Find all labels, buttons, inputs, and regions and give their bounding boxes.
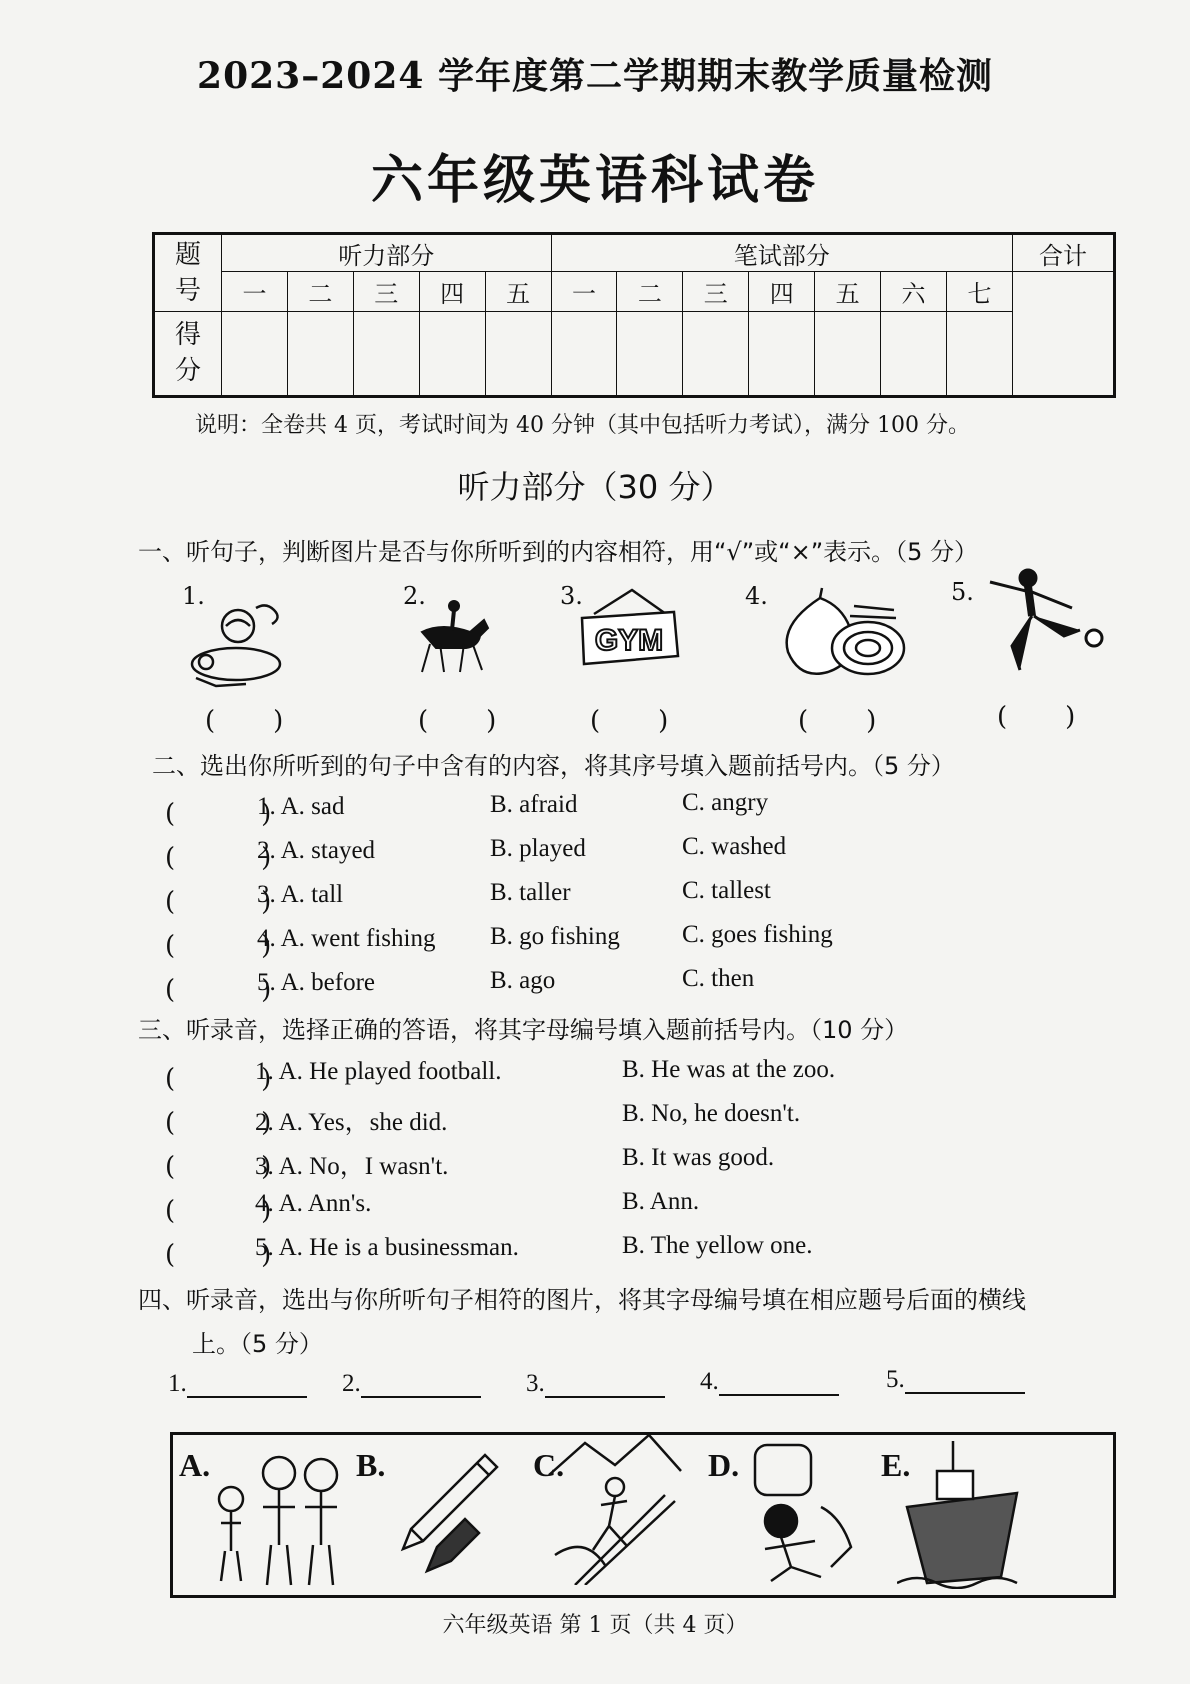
listening-col: 一 — [222, 272, 288, 312]
child-with-backpack-icon — [725, 1437, 865, 1587]
listening-part-header: 听力部分 — [222, 234, 552, 272]
score-cell[interactable] — [485, 312, 551, 397]
gym-sign-text: GYM — [594, 624, 664, 657]
listening-col: 五 — [485, 272, 551, 312]
picture-label: A. — [179, 1447, 211, 1483]
answer-paren[interactable]: ( ) — [590, 706, 671, 736]
blank-item[interactable]: 4. — [700, 1368, 839, 1396]
answer-paren[interactable]: ( ) — [165, 1108, 274, 1138]
score-cell[interactable] — [353, 312, 419, 397]
score-cell[interactable] — [683, 312, 749, 397]
exam-note: 说明：全卷共 4 页，考试时间为 40 分钟（其中包括听力考试），满分 100 分。 — [195, 413, 970, 438]
answer-blank[interactable] — [719, 1372, 839, 1396]
option-b: B. The yellow one. — [622, 1232, 813, 1259]
section1-instruction: 一、听句子，判断图片是否与你所听到的内容相符，用“√”或“×”表示。（5 分） — [138, 538, 979, 566]
answer-blank[interactable] — [361, 1374, 481, 1398]
pic-number: 3. — [560, 582, 583, 610]
blank-item[interactable]: 3. — [526, 1370, 665, 1398]
score-cell[interactable] — [287, 312, 353, 397]
writing-col: 一 — [551, 272, 617, 312]
option-a: 1. A. He played football. — [255, 1058, 502, 1085]
option-b: B. played — [490, 835, 586, 862]
option-b: B. taller — [490, 879, 571, 906]
exam-title-line2: 六年级英语科试卷 — [370, 150, 819, 211]
pic-number: 2. — [403, 582, 426, 610]
pic-number: 1. — [182, 582, 205, 610]
ship-icon — [897, 1437, 1037, 1589]
answer-paren[interactable]: ( ) — [165, 931, 274, 961]
section3-instruction: 三、听录音，选择正确的答语，将其字母编号填入题前括号内。（10 分） — [138, 1016, 909, 1044]
option-b: B. No, he doesn't. — [622, 1100, 801, 1127]
listening-col: 三 — [353, 272, 419, 312]
answer-paren[interactable]: ( ) — [997, 702, 1078, 732]
answer-blank[interactable] — [905, 1370, 1025, 1394]
pic-number: 4. — [745, 582, 768, 610]
answer-paren[interactable]: ( ) — [165, 887, 274, 917]
writing-col: 三 — [683, 272, 749, 312]
score-cell[interactable] — [419, 312, 485, 397]
picture-label: B. — [356, 1447, 386, 1483]
blank-item[interactable]: 1. — [168, 1370, 307, 1398]
writing-col: 二 — [617, 272, 683, 312]
listening-part-heading: 听力部分（30 分） — [457, 468, 733, 506]
astronaut-rocket-icon — [186, 600, 286, 690]
exam-title-line1: 2023–2024 学年度第二学期期末教学质量检测 — [197, 55, 993, 97]
row-label-score: 得分 — [154, 312, 222, 397]
answer-blank[interactable] — [187, 1374, 307, 1398]
page-footer: 六年级英语 第 1 页（共 4 页） — [442, 1613, 748, 1638]
answer-paren[interactable]: ( ) — [165, 1152, 274, 1182]
option-a: 1. A. sad — [257, 793, 345, 820]
option-b: B. afraid — [490, 791, 578, 818]
score-cell[interactable] — [946, 312, 1012, 397]
score-cell[interactable] — [222, 312, 288, 397]
answer-paren[interactable]: ( ) — [418, 706, 499, 736]
option-b: B. go fishing — [490, 923, 620, 950]
answer-paren[interactable]: ( ) — [165, 1064, 274, 1094]
option-c: C. angry — [682, 789, 769, 816]
pencil-icon — [393, 1449, 503, 1579]
onion-icon — [770, 586, 910, 684]
gym-sign-icon — [574, 586, 684, 670]
option-a: 4. A. went fishing — [257, 925, 436, 952]
option-b: B. Ann. — [622, 1188, 700, 1215]
answer-paren[interactable]: ( ) — [798, 706, 879, 736]
answer-blank[interactable] — [545, 1374, 665, 1398]
writing-col: 七 — [946, 272, 1012, 312]
picture-label: C. — [533, 1447, 565, 1483]
option-a: 3. A. No，I wasn't. — [255, 1153, 449, 1180]
total-score-cell[interactable] — [1013, 272, 1115, 397]
horse-rider-icon — [410, 596, 498, 676]
option-b: B. ago — [490, 967, 556, 994]
option-c: C. goes fishing — [682, 921, 833, 948]
section4-instruction-line1: 四、听录音，选出与你所听句子相符的图片，将其字母编号填在相应题号后面的横线 — [138, 1286, 1026, 1314]
pic-number: 5. — [951, 578, 974, 606]
answer-paren[interactable]: ( ) — [205, 706, 286, 736]
picture-choices-box — [170, 1432, 1116, 1598]
writing-part-header: 笔试部分 — [551, 234, 1012, 272]
answer-paren[interactable]: ( ) — [165, 1240, 274, 1270]
total-header: 合计 — [1013, 234, 1115, 272]
writing-col: 四 — [749, 272, 815, 312]
blank-item[interactable]: 2. — [342, 1370, 481, 1398]
answer-paren[interactable]: ( ) — [165, 1196, 274, 1226]
listening-col: 二 — [287, 272, 353, 312]
score-table — [152, 232, 1116, 398]
option-c: C. tallest — [682, 877, 771, 904]
option-a: 2. A. stayed — [257, 837, 376, 864]
score-cell[interactable] — [749, 312, 815, 397]
option-a: 5. A. He is a businessman. — [255, 1234, 519, 1261]
blank-item[interactable]: 5. — [886, 1366, 1025, 1394]
answer-paren[interactable]: ( ) — [165, 799, 274, 829]
option-c: C. washed — [682, 833, 787, 860]
score-cell[interactable] — [815, 312, 881, 397]
writing-col: 五 — [815, 272, 881, 312]
picture-label: E. — [881, 1447, 911, 1483]
option-a: 4. A. Ann's. — [255, 1190, 372, 1217]
score-cell[interactable] — [617, 312, 683, 397]
writing-col: 六 — [881, 272, 947, 312]
row-label-question-number: 题号 — [154, 234, 222, 312]
option-a: 2. A. Yes，she did. — [255, 1109, 448, 1136]
option-b: B. It was good. — [622, 1144, 775, 1171]
score-cell[interactable] — [881, 312, 947, 397]
answer-paren[interactable]: ( ) — [165, 975, 274, 1005]
option-a: 5. A. before — [257, 969, 376, 996]
section4-instruction-line2: 上。（5 分） — [192, 1330, 323, 1358]
option-a: 3. A. tall — [257, 881, 344, 908]
score-cell[interactable] — [551, 312, 617, 397]
family-icon — [201, 1443, 351, 1589]
answer-paren[interactable]: ( ) — [165, 843, 274, 873]
picture-label: D. — [708, 1447, 740, 1483]
option-c: C. then — [682, 965, 755, 992]
soccer-player-icon — [978, 566, 1108, 676]
listening-col: 四 — [419, 272, 485, 312]
option-b: B. He was at the zoo. — [622, 1056, 836, 1083]
mountain-climber-icon — [545, 1435, 685, 1585]
section2-instruction: 二、选出你所听到的句子中含有的内容，将其序号填入题前括号内。（5 分） — [152, 752, 955, 780]
